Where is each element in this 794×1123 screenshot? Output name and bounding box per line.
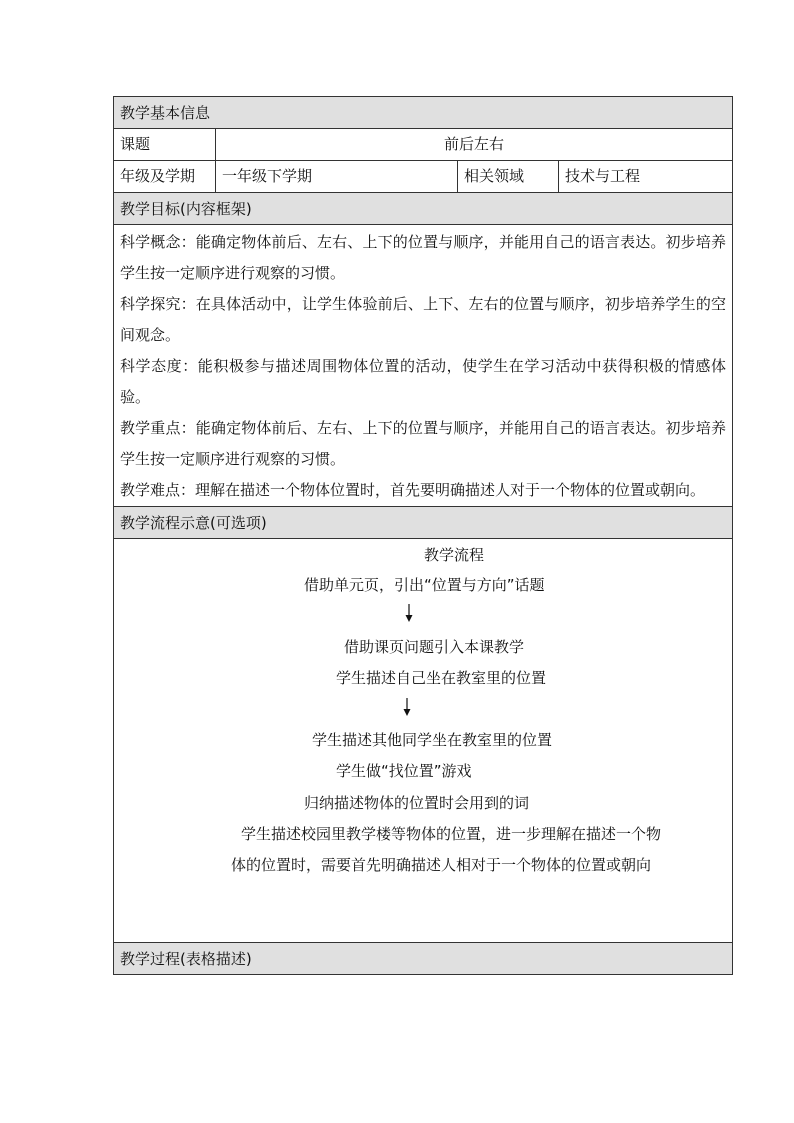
section-header-objectives: 教学目标(内容框架) (114, 193, 732, 225)
objective-key-point: 教学重点：能确定物体前后、左右、上下的位置与顺序，并能用自己的语言表达。初步培养学生按一定顺序进行观察的习惯。 (120, 419, 726, 468)
section-header-process: 教学过程(表格描述) (114, 943, 732, 975)
grade-row (114, 161, 732, 193)
flow-step-5: 学生做“找位置”游戏 (336, 762, 472, 780)
section-header-basic-info: 教学基本信息 (114, 97, 732, 129)
down-arrow-icon (404, 603, 414, 623)
objective-difficulty: 教学难点：理解在描述一个物体位置时，首先要明确描述人对于一个物体的位置或朝向。 (120, 481, 706, 499)
flow-step-1: 借助单元页，引出“位置与方向”话题 (304, 576, 545, 594)
domain-label: 相关领域 (458, 161, 559, 192)
flow-step-4: 学生描述其他同学坐在教室里的位置 (312, 731, 553, 749)
grade-value: 一年级下学期 (216, 161, 458, 192)
objectives-block (114, 225, 732, 507)
topic-row (114, 129, 732, 161)
domain-value: 技术与工程 (565, 167, 641, 185)
topic-label: 课题 (114, 129, 216, 160)
topic-value: 前后左右 (443, 135, 504, 153)
flow-title: 教学流程 (424, 546, 485, 564)
objective-concept: 科学概念：能确定物体前后、左右、上下的位置与顺序，并能用自己的语言表达。初步培养学生按一定顺序进行观察的习惯。 (120, 233, 726, 282)
lesson-plan-table (113, 96, 733, 975)
flow-step-7: 学生描述校园里教学楼等物体的位置，进一步理解在描述一个物体的位置时，需要首先明确描述人相对于一个物体的位置或朝向 (231, 825, 662, 874)
flow-step-2: 借助课页问题引入本课教学 (344, 638, 525, 656)
flow-step-3: 学生描述自己坐在教室里的位置 (336, 669, 547, 687)
flow-step-6: 归纳描述物体的位置时会用到的词 (304, 794, 530, 812)
section-header-flow: 教学流程示意(可选项) (114, 507, 732, 539)
down-arrow-icon (402, 697, 412, 717)
objective-inquiry: 科学探究：在具体活动中，让学生体验前后、上下、左右的位置与顺序，初步培养学生的空间观念。 (120, 295, 726, 344)
objective-attitude: 科学态度：能积极参与描述周围物体位置的活动，使学生在学习活动中获得积极的情感体验。 (120, 357, 726, 406)
flow-diagram (114, 539, 732, 943)
grade-label: 年级及学期 (114, 161, 216, 192)
